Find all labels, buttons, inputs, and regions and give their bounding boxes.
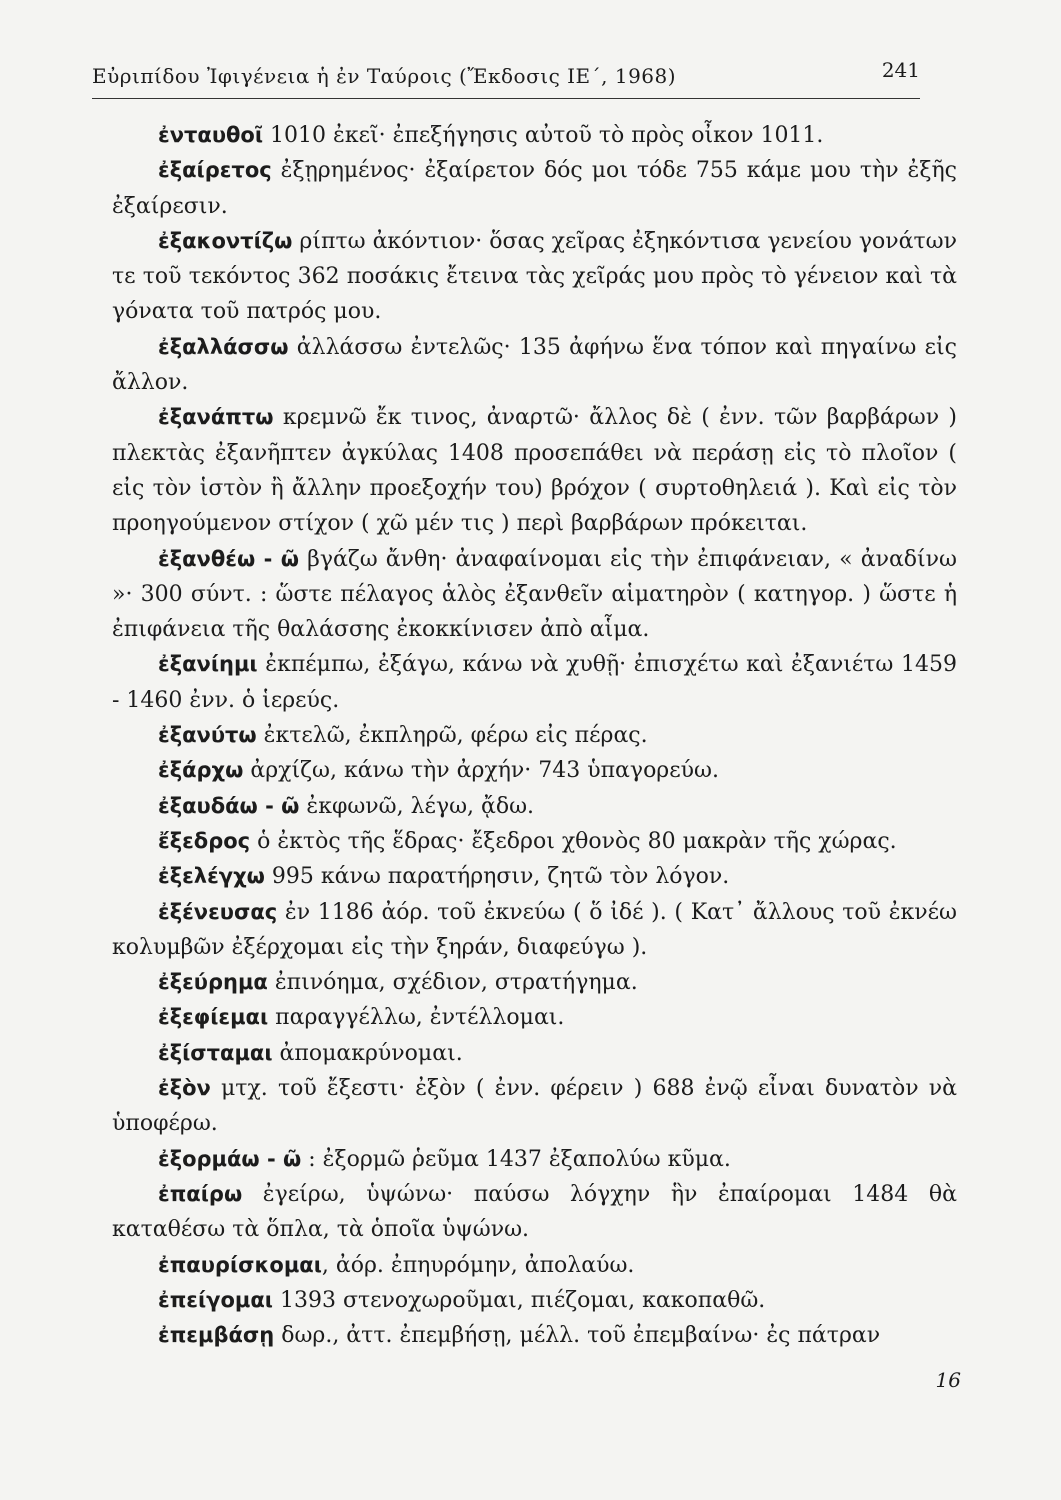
glossary-entry bbox=[112, 718, 957, 753]
entry-headword: ἐξανίημι bbox=[158, 652, 258, 677]
entry-definition: 1393 στενοχωροῦμαι, πιέζομαι, κακοπαθῶ. bbox=[272, 1287, 766, 1313]
entry-headword: ἐξανύτω bbox=[158, 723, 257, 748]
entry-headword: ἐξαίρετος bbox=[158, 158, 272, 183]
glossary-entry bbox=[112, 1036, 957, 1071]
glossary-entry bbox=[112, 647, 957, 718]
glossary-entry bbox=[112, 965, 957, 1000]
glossary-entry bbox=[112, 1000, 957, 1035]
entry-headword: ἐξεφίεμαι bbox=[158, 1005, 269, 1030]
entry-definition: μτχ. τοῦ ἔξεστι· ἐξὸν ( ἐνν. φέρειν ) 688 ἐνῷ εἶναι δυνατὸν νὰ ὑποφέρω. bbox=[112, 1076, 957, 1137]
page-header bbox=[92, 58, 920, 99]
entry-definition: ἀπομακρύνομαι. bbox=[272, 1040, 463, 1066]
entry-headword: ἐπαυρίσκομαι bbox=[158, 1252, 322, 1277]
entry-headword: ἐπεμβάσῃ bbox=[158, 1323, 275, 1348]
entry-definition: δωρ., ἀττ. ἐπεμβήσῃ, μέλλ. τοῦ ἐπεμβαίνω· ἐς πάτραν bbox=[274, 1323, 881, 1349]
entry-headword: ἐξανθέω - ῶ bbox=[158, 546, 299, 571]
signature-mark: 16 bbox=[935, 1368, 961, 1392]
glossary-entry bbox=[112, 1283, 957, 1318]
glossary-entry bbox=[112, 400, 957, 541]
entry-headword: ἐξακοντίζω bbox=[158, 228, 293, 253]
entry-definition: κρεμνῶ ἔκ τινος, ἀναρτῶ· ἄλλος δὲ ( ἐνν. τῶν βαρβάρων ) πλεκτὰς ἐξανῆπτεν ἀγκύλας 1408 προσεπάθει νὰ περάσῃ εἰς τὸ πλοῖον ( εἰς τὸν ἱστὸν ἢ ἄλλην προεξοχήν του) βρόχον ( συρτοθηλειά ). Καὶ εἰς τὸν προηγούμενον στίχον ( χῶ μέν τις ) περὶ βαρβάρων πρόκειται. bbox=[112, 405, 957, 537]
entry-definition: ἐν 1186 ἀόρ. τοῦ ἐκνεύω ( ὅ ἰδέ ). ( Κατ᾽ ἄλλους τοῦ ἐκνέω κολυμβῶν ἐξέρχομαι εἰς τὴν ξηράν, διαφεύγω ). bbox=[112, 899, 957, 960]
entry-definition: ἐγείρω, ὑψώνω· παύσω λόγχην ἣν ἐπαίρομαι 1484 θὰ καταθέσω τὰ ὅπλα, τὰ ὁποῖα ὑψώνω. bbox=[112, 1181, 957, 1243]
entry-definition: βγάζω ἄνθη· ἀναφαίνομαι εἰς τὴν ἐπιφάνειαν, « ἀναδίνω »· 300 σύντ. : ὥστε πέλαγος ἁλὸς ἐξανθεῖν αἱματηρὸν ( κατηγορ. ) ὥστε ἡ ἐπιφάνεια τῆς θαλάσσης ἐκοκκίνισεν ἀπὸ αἷμα. bbox=[112, 546, 957, 643]
entry-headword: ἐπαίρω bbox=[158, 1181, 243, 1206]
entry-definition: ἐπινόημα, σχέδιον, στρατήγημα. bbox=[267, 970, 638, 996]
entry-definition: : ἐξορμῶ ῥεῦμα 1437 ἐξαπολύω κῦμα. bbox=[301, 1146, 731, 1172]
entry-headword: ἐξὸν bbox=[158, 1076, 211, 1101]
entry-definition: ρίπτω ἀκόντιον· ὅσας χεῖρας ἐξηκόντισα γενείου γονάτων τε τοῦ τεκόντος 362 ποσάκις ἔτεινα τὰς χεῖράς μου πρὸς τὸ γένειον καὶ τὰ γόνατα τοῦ πατρός μου. bbox=[112, 228, 957, 325]
glossary-entry bbox=[112, 1248, 957, 1283]
entry-headword: ἐξαυδάω - ῶ bbox=[158, 793, 300, 818]
glossary-entry bbox=[112, 859, 957, 894]
entry-definition: ἐκτελῶ, ἐκπληρῶ, φέρω εἰς πέρας. bbox=[256, 723, 648, 749]
glossary-entry bbox=[112, 224, 957, 330]
glossary-entry bbox=[112, 789, 957, 824]
glossary-entry bbox=[112, 1177, 957, 1248]
glossary-entry bbox=[112, 153, 957, 224]
entry-definition: ἐκπέμπω, ἐξάγω, κάνω νὰ χυθῇ· ἐπισχέτω καὶ ἐξανιέτω 1459 - 1460 ἐνν. ὁ ἱερεύς. bbox=[112, 652, 957, 713]
glossary-entry bbox=[112, 1071, 957, 1142]
entry-definition: ἐξῃρημένος· ἐξαίρετον δός μοι τόδε 755 κάμε μου τὴν ἐξῆς ἐξαίρεσιν. bbox=[112, 158, 957, 219]
glossary-entries bbox=[112, 118, 957, 1353]
entry-definition: 1010 ἐκεῖ· ἐπεξήγησις αὐτοῦ τὸ πρὸς οἶκον 1011. bbox=[263, 123, 824, 148]
glossary-entry bbox=[112, 1142, 957, 1177]
page-number: 241 bbox=[881, 58, 920, 82]
entry-definition: , ἀόρ. ἐπηυρόμην, ἀπολαύω. bbox=[321, 1252, 635, 1278]
entry-headword: ἐξαλλάσσω bbox=[158, 334, 289, 359]
glossary-entry bbox=[112, 118, 957, 153]
glossary-entry bbox=[112, 330, 957, 401]
entry-headword: ἐξεύρημα bbox=[158, 970, 268, 995]
entry-headword: ἐξίσταμαι bbox=[158, 1040, 273, 1065]
entry-headword: ἐξανάπτω bbox=[158, 405, 274, 430]
entry-headword: ἔξεδρος bbox=[158, 828, 251, 853]
running-title: Εὐριπίδου Ἰφιγένεια ἡ ἐν Ταύροις (Ἔκδοσις ΙΕ΄, 1968) bbox=[92, 64, 677, 88]
glossary-entry bbox=[112, 542, 957, 648]
entry-headword: ἐξελέγχω bbox=[158, 864, 265, 889]
entry-definition: ἀρχίζω, κάνω τὴν ἀρχήν· 743 ὑπαγορεύω. bbox=[243, 758, 719, 784]
entry-headword: ἐξάρχω bbox=[158, 758, 244, 783]
glossary-entry bbox=[112, 895, 957, 966]
entry-definition: 995 κάνω παρατήρησιν, ζητῶ τὸν λόγον. bbox=[264, 864, 730, 890]
entry-headword: ἐνταυθοῖ bbox=[158, 123, 264, 147]
glossary-entry bbox=[112, 1318, 957, 1353]
entry-definition: παραγγέλλω, ἐντέλλομαι. bbox=[268, 1005, 565, 1031]
glossary-entry bbox=[112, 753, 957, 788]
entry-headword: ἐξορμάω - ῶ bbox=[158, 1146, 302, 1171]
entry-definition: ἐκφωνῶ, λέγω, ᾄδω. bbox=[299, 793, 535, 819]
entry-definition: ἀλλάσσω ἐντελῶς· 135 ἀφήνω ἕνα τόπον καὶ πηγαίνω εἰς ἄλλον. bbox=[112, 334, 957, 396]
entry-definition: ὁ ἐκτὸς τῆς ἕδρας· ἔξεδροι χθονὸς 80 μακρὰν τῆς χώρας. bbox=[250, 828, 897, 854]
glossary-entry bbox=[112, 824, 957, 859]
entry-headword: ἐξένευσας bbox=[158, 899, 278, 924]
entry-headword: ἐπείγομαι bbox=[158, 1287, 273, 1312]
